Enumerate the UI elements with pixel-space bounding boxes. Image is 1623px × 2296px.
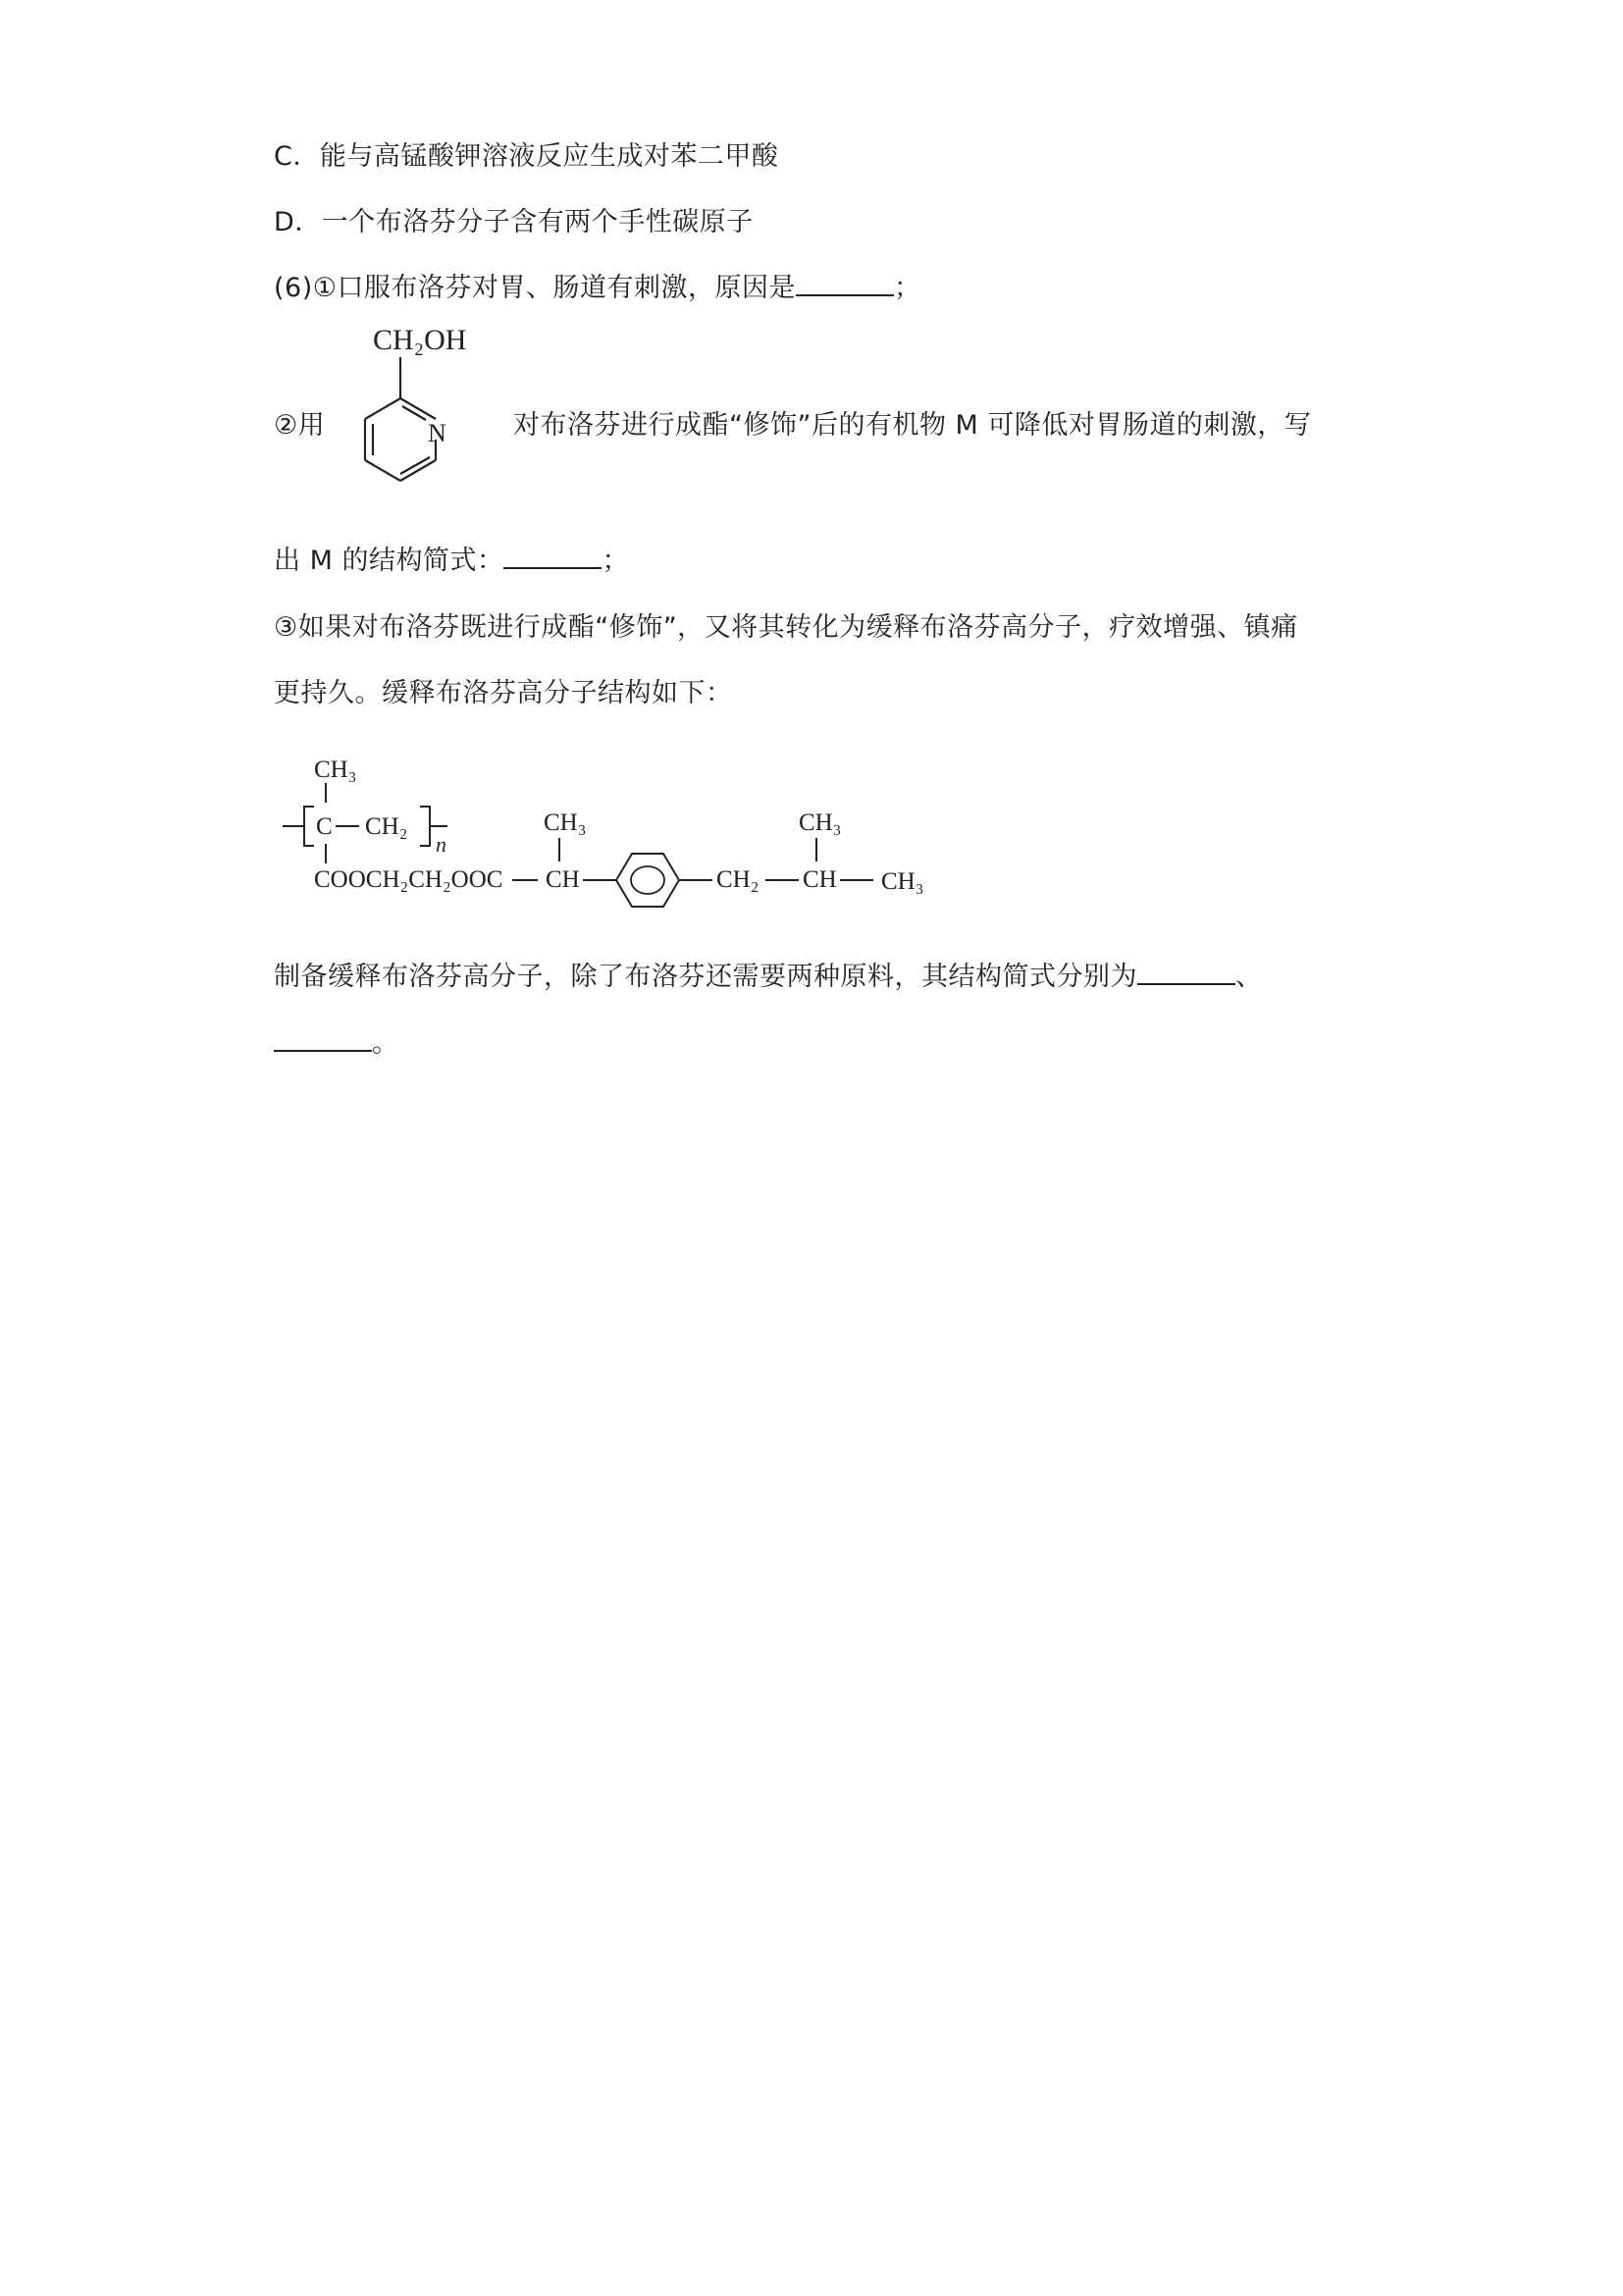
question-6-part-1 [274, 271, 920, 306]
answer-blank-3[interactable] [1137, 960, 1235, 985]
question-6-part-2-end: ； [602, 546, 629, 576]
polymer-methyl-right-top: CH₃ [799, 809, 842, 836]
pyridine-nitrogen-label: N [428, 419, 446, 447]
answer-blank-2[interactable] [503, 544, 602, 569]
polymer-backbone-carbon: C [316, 813, 333, 840]
polymer-ch-right: CH [803, 866, 837, 893]
pyridine-methanol-structure [334, 322, 510, 530]
option-c: C．能与高锰酸钾溶液反应生成对苯二甲酸 [274, 141, 779, 172]
polymer-ch-left: CH [546, 866, 580, 893]
question-6-part-2-cont-text: 出 M 的结构简式： [274, 546, 504, 576]
question-6-part-3-line-1: ③如果对布洛芬既进行成酯“修饰”，又将其转化为缓释布洛芬高分子，疗效增强、镇痛 [274, 612, 1298, 643]
question-6-part-2-cont [274, 544, 629, 579]
question-6-part-2-prefix: ②用 [274, 410, 326, 441]
question-6-part-2-text: 对布洛芬进行成酯“修饰”后的有机物 M 可降低对胃肠道的刺激，写 [513, 410, 1312, 441]
question-6-part-3-line-2: 更持久。缓释布洛芬高分子结构如下： [274, 678, 733, 708]
polymer-methyl-end: CH₃ [881, 868, 924, 895]
polymer-methyl-left: CH₃ [544, 809, 587, 836]
question-6-final-end: 。 [372, 1028, 399, 1059]
answer-blank-1[interactable] [796, 271, 894, 296]
sustained-release-ibuprofen-polymer [275, 746, 981, 913]
polymer-ch2-right: CH₂ [716, 866, 759, 893]
polymer-backbone-ch2: CH₂ [365, 813, 408, 840]
polymer-backbone-methyl: CH₃ [314, 757, 357, 783]
question-6-final [274, 960, 1263, 995]
question-6-part-1-end: ； [893, 273, 921, 303]
option-d: D．一个布洛芬分子含有两个手性碳原子 [274, 207, 754, 237]
answer-blank-4[interactable] [274, 1026, 372, 1052]
question-6-final-line-2 [274, 1026, 399, 1062]
question-6-final-separator: 、 [1235, 962, 1263, 992]
question-6-part-1-text: (6)①口服布洛芬对胃、肠道有刺激，原因是 [274, 273, 796, 303]
polymer-repeat-subscript: n [436, 832, 446, 857]
question-6-final-text: 制备缓释布洛芬高分子，除了布洛芬还需要两种原料，其结构简式分别为 [274, 962, 1137, 992]
polymer-ester-chain: COOCH₂CH₂OOC [314, 866, 503, 893]
pyridine-substituent-label: CH₂OH [373, 324, 467, 356]
